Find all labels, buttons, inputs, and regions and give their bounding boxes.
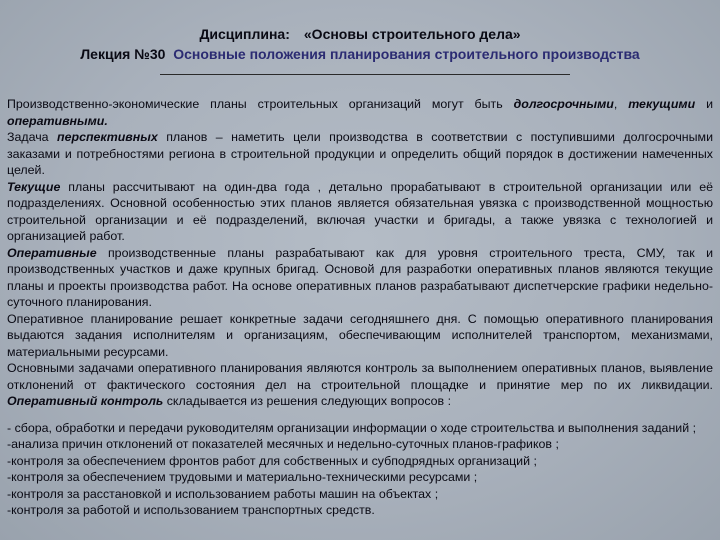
text-span: Задача: [7, 130, 58, 144]
term-long-term: долгосрочными: [513, 97, 614, 111]
slide-title: [0, 24, 720, 64]
list-item: - сбора, обработки и передачи руководителям организации информации о ходе строительства и выполнения заданий ;: [7, 420, 697, 435]
discipline-line: [0, 24, 720, 44]
term-current-plans: Текущие: [7, 179, 61, 194]
term-current: текущими: [628, 97, 696, 111]
text-span: Основными задачами оперативного планирования являются контроль за выполнением оперативных планов, выявление отклонений от фактического состояния дел на строительной площадке и принятие мер по их ликвидации.: [7, 361, 713, 392]
text-span: Оперативное планирование решает конкретные задачи сегодняшнего дня. С помощью оперативного планирования выдаются задания исполнителям и организациям, обеспечивающим исполнителей транспортом, механизмами, материальными ресурсами.: [7, 311, 713, 359]
term-operational-control: Оперативный контроль: [7, 394, 164, 408]
text-span: производственные планы разрабатывают как для уровня строительного треста, СМУ, так и производственных участков и даже крупных бригад. Основой для разработки оперативных планов являются текущие планы и проекты производства работ. На основе оперативных планов разрабатывают диспетчерские графики недельно-суточного планирования.: [7, 245, 713, 309]
text-span: и: [695, 97, 714, 111]
list-item: -контроля за обеспечением трудовыми и материально-техническими ресурсами ;: [7, 470, 478, 484]
list-item: -контроля за обеспечением фронтов работ для собственных и субподрядных организаций ;: [7, 453, 537, 468]
lecture-label: Лекция №30: [80, 46, 166, 62]
paragraph-operational-tasks: [7, 360, 713, 410]
paragraph-plan-types: [7, 96, 713, 129]
lecture-line: [0, 44, 720, 64]
text-span: Производственно-экономические планы строительных организаций могут быть: [7, 97, 514, 111]
paragraph-operational: [7, 245, 713, 311]
text-span: планов – наметить цели производства в соответствии с поступившими долгосрочными заказами и потребностями региона в строительной продукции и определить общий порядок в достижении намеченных целей.: [7, 130, 713, 177]
lecture-topic: Основные положения планирования строительного производства: [173, 46, 640, 62]
list-item: -контроля за работой и использованием транспортных средств.: [7, 503, 375, 517]
lecture-body: [7, 96, 713, 519]
text-span: складывается из решения следующих вопросов :: [163, 394, 452, 408]
paragraph-perspective: [7, 129, 713, 179]
title-divider: [160, 74, 570, 75]
text-span: планы рассчитывают на один-два года , детально прорабатывают в строительной организации или её подразделениях. Основной особенностью этих планов является обязательная увязка с производственной мощностью строительной организации и её подразделений, включая участки и бригады, а также увязка с технологией и организацией работ.: [7, 179, 713, 243]
term-perspective: перспективных: [57, 130, 158, 144]
text-span: ,: [613, 97, 629, 111]
discipline-name: «Основы строительного дела»: [303, 26, 521, 42]
list-item: -анализа причин отклонений от показателей месячных и недельно-суточных планов-графиков ;: [7, 437, 559, 451]
paragraph-current: [7, 179, 713, 245]
list-item: -контроля за расстановкой и использованием работы машин на объектах ;: [7, 486, 439, 501]
paragraph-operational-planning: [7, 311, 713, 361]
spacer: [7, 410, 713, 420]
term-operational: оперативными.: [7, 113, 108, 128]
term-operational-plans: Оперативные: [7, 245, 97, 260]
discipline-label: Дисциплина:: [199, 26, 290, 42]
